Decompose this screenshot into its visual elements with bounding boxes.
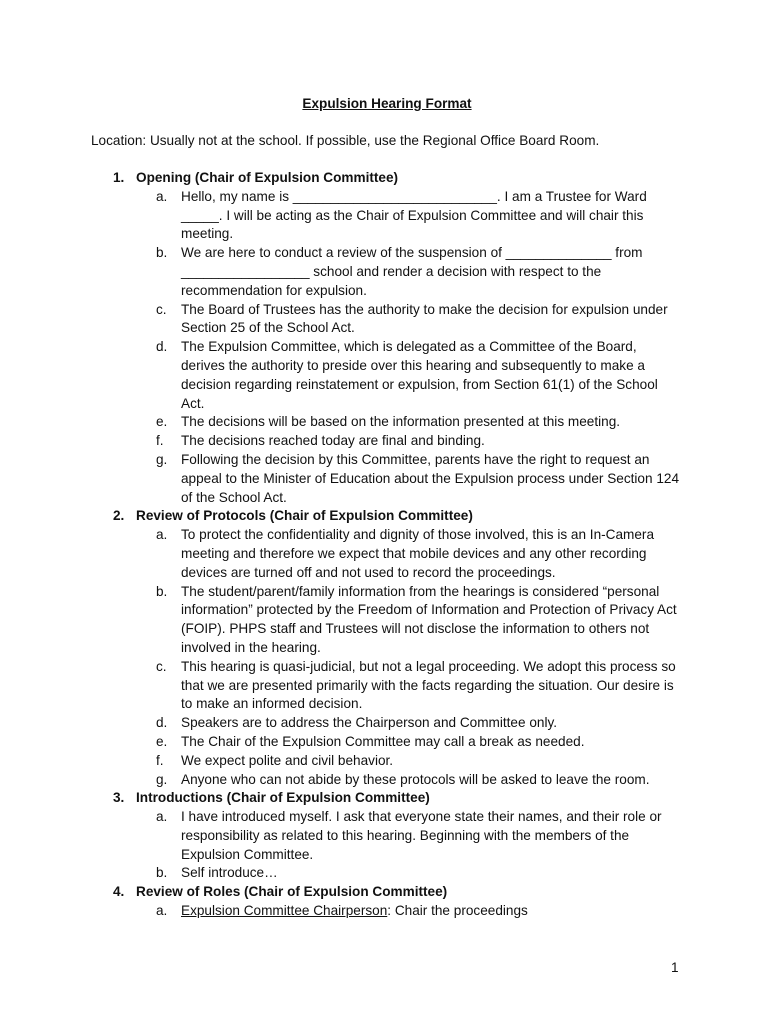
list-item bbox=[0, 583, 679, 658]
item-letter: a. bbox=[156, 527, 168, 543]
item-list bbox=[0, 188, 770, 508]
item-letter: c. bbox=[156, 658, 167, 674]
item-letter: c. bbox=[156, 301, 167, 317]
item-letter: e. bbox=[156, 733, 168, 749]
page-title: Expulsion Hearing Format bbox=[302, 96, 472, 111]
item-text: The decisions reached today are final and binding. bbox=[181, 433, 485, 449]
list-item bbox=[0, 902, 679, 921]
list-item bbox=[0, 244, 679, 300]
section-review-of-protocols bbox=[0, 507, 770, 789]
list-item bbox=[0, 301, 679, 339]
list-item bbox=[0, 733, 679, 752]
item-letter: d. bbox=[156, 715, 168, 731]
item-letter: f. bbox=[156, 433, 164, 449]
section-heading-text: Introductions (Chair of Expulsion Committee) bbox=[136, 790, 430, 806]
item-text: The Expulsion Committee, which is delegated as a Committee of the Board, derives the authority to preside over this hearing and subsequently to make a decision regarding reinstatement or expulsion, from Section 61(1) of the School Act. bbox=[181, 339, 658, 411]
item-text: The Chair of the Expulsion Committee may call a break as needed. bbox=[181, 733, 585, 749]
item-letter: a. bbox=[156, 903, 168, 919]
list-item bbox=[0, 526, 679, 582]
section-number: 3. bbox=[113, 790, 125, 806]
section-opening bbox=[0, 169, 770, 507]
list-item bbox=[0, 451, 679, 507]
item-text: Following the decision by this Committee, parents have the right to request an appeal to the Minister of Education about the Expulsion process under Section 124 of the School Act. bbox=[181, 451, 680, 505]
item-text: We expect polite and civil behavior. bbox=[181, 752, 394, 768]
item-list bbox=[0, 526, 770, 789]
section-review-of-roles bbox=[0, 883, 770, 921]
list-item bbox=[0, 771, 679, 790]
list-item bbox=[0, 188, 679, 244]
item-text: To protect the confidentiality and dignity of those involved, this is an In-Camera meeting and therefore we expect that mobile devices and any other recording devices are turned off and not used to record the proceedings. bbox=[181, 527, 655, 580]
item-text: Speakers are to address the Chairperson and Committee only. bbox=[181, 715, 558, 731]
list-item bbox=[0, 413, 679, 432]
section-heading bbox=[0, 789, 770, 808]
list-item bbox=[0, 338, 679, 413]
page-number: 1 bbox=[671, 960, 679, 975]
list-item bbox=[0, 864, 679, 883]
item-text: This hearing is quasi-judicial, but not a legal proceeding. We adopt this process so that we are presented primarily with the facts regarding the situation. Our desire is to make an informed decision. bbox=[181, 658, 676, 712]
section-heading bbox=[0, 883, 770, 902]
section-number: 4. bbox=[113, 884, 125, 900]
item-letter: a. bbox=[156, 809, 168, 825]
item-text: Hello, my name is ___________________________. I am a Trustee for Ward _____. I will be acting as the Chair of Expulsion Committee and will chair this meeting. bbox=[181, 188, 647, 242]
section-heading bbox=[0, 507, 770, 526]
list-item bbox=[0, 752, 679, 771]
hearing-outline bbox=[0, 169, 770, 921]
item-text: : Chair the proceedings bbox=[387, 903, 528, 919]
item-letter: g. bbox=[156, 771, 168, 787]
item-letter: f. bbox=[156, 752, 164, 768]
list-item bbox=[0, 432, 679, 451]
item-list bbox=[0, 808, 770, 883]
section-number: 2. bbox=[113, 508, 125, 524]
list-item bbox=[0, 658, 679, 714]
item-letter: b. bbox=[156, 865, 168, 881]
item-letter: a. bbox=[156, 188, 168, 204]
item-text: The Board of Trustees has the authority to make the decision for expulsion under Section 25 of the School Act. bbox=[181, 301, 668, 336]
section-heading-text: Review of Roles (Chair of Expulsion Committee) bbox=[136, 884, 448, 900]
item-letter: e. bbox=[156, 414, 168, 430]
list-item bbox=[0, 808, 679, 864]
item-list bbox=[0, 902, 770, 921]
location-line: Location: Usually not at the school. If possible, use the Regional Office Board Room. bbox=[91, 133, 600, 148]
section-number: 1. bbox=[113, 170, 125, 185]
item-letter: b. bbox=[156, 245, 168, 261]
role-term: Expulsion Committee Chairperson bbox=[181, 903, 388, 919]
item-text: We are here to conduct a review of the suspension of ______________ from _________________ school and render a decision with respect to the recommendation for expulsion. bbox=[181, 245, 643, 298]
item-text: I have introduced myself. I ask that everyone state their names, and their role or responsibility as related to this hearing. Beginning with the members of the Expulsion Committee. bbox=[181, 809, 662, 862]
item-text: Self introduce… bbox=[181, 865, 278, 881]
item-letter: g. bbox=[156, 451, 168, 467]
item-letter: d. bbox=[156, 339, 168, 355]
item-text: Anyone who can not abide by these protocols will be asked to leave the room. bbox=[181, 771, 650, 787]
item-text: The student/parent/family information from the hearings is considered “personal information” protected by the Freedom of Information and Protection of Privacy Act (FOIP). PHPS staff and Trustees will not disclose the information to others not involved in the hearing. bbox=[181, 583, 677, 655]
section-introductions bbox=[0, 789, 770, 883]
item-letter: b. bbox=[156, 583, 168, 599]
section-heading-text: Opening (Chair of Expulsion Committee) bbox=[136, 170, 399, 185]
list-item bbox=[0, 714, 679, 733]
item-text: The decisions will be based on the information presented at this meeting. bbox=[181, 414, 621, 430]
section-heading-text: Review of Protocols (Chair of Expulsion Committee) bbox=[136, 508, 473, 524]
section-heading bbox=[0, 169, 770, 188]
